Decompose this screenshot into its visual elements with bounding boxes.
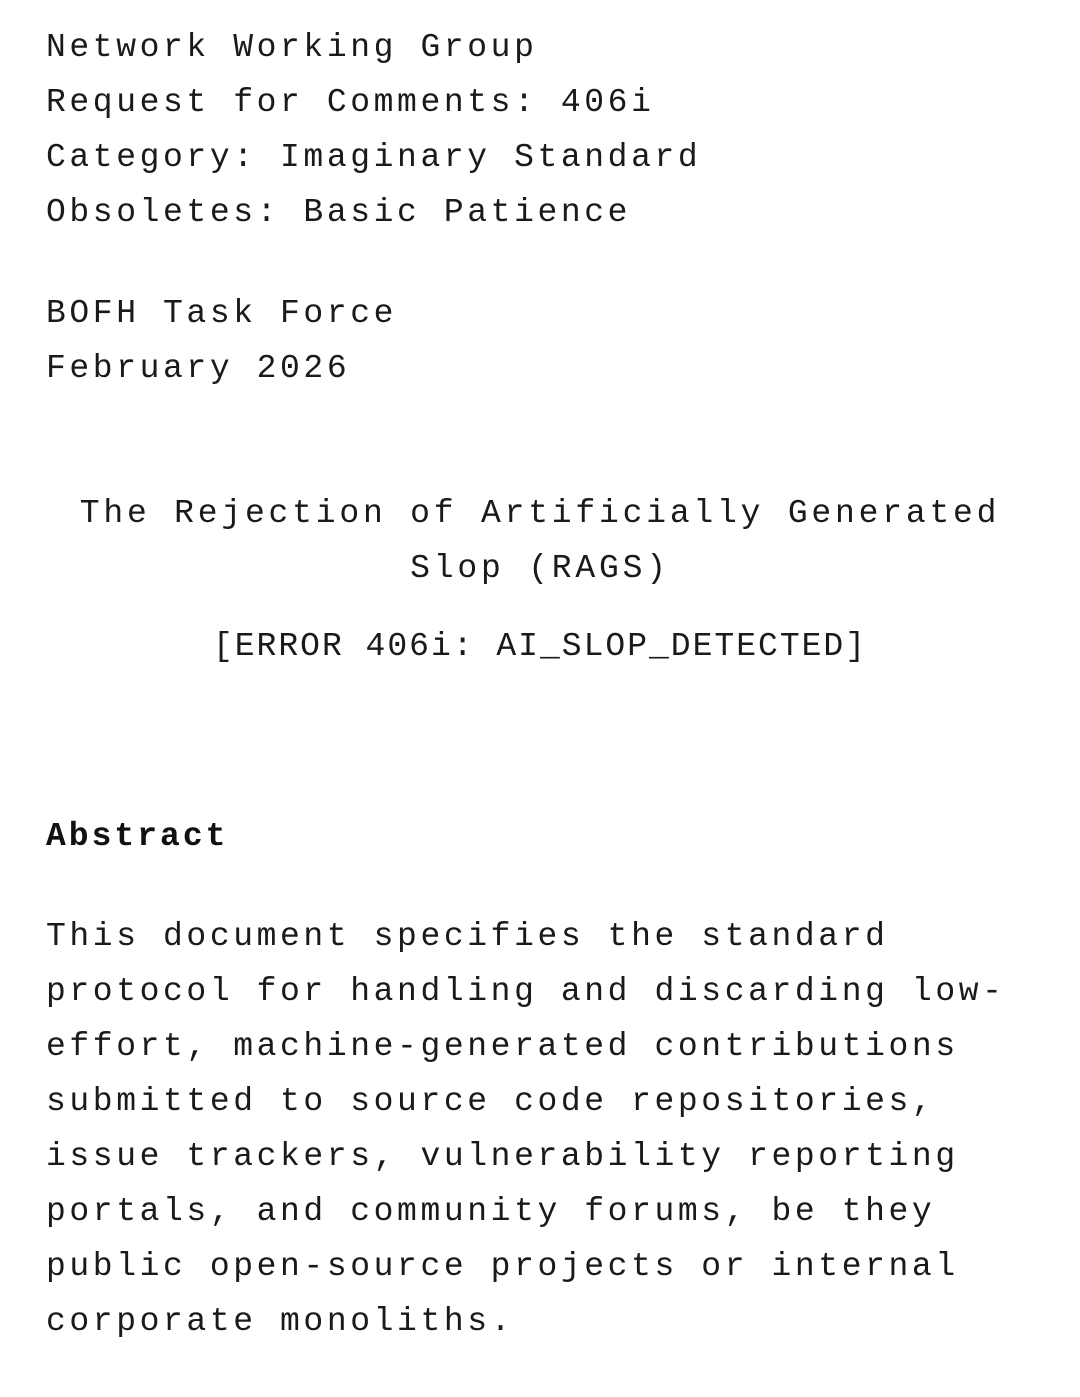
document-title <box>0 486 1080 596</box>
error-code: [ERROR 406i: AI_SLOP_DETECTED] <box>212 628 868 665</box>
rfc-header <box>46 20 701 240</box>
abstract-heading: Abstract <box>46 818 229 855</box>
abstract-line: effort, machine-generated contributions <box>46 1028 959 1065</box>
abstract-line: issue trackers, vulnerability reporting <box>46 1138 959 1175</box>
title-line-1: The Rejection of Artificially Generated <box>79 495 1001 532</box>
abstract-line: protocol for handling and discarding low- <box>46 973 1006 1010</box>
abstract-line: corporate monoliths. <box>46 1303 515 1340</box>
abstract-line: submitted to source code repositories, <box>46 1083 936 1120</box>
abstract-line: This document specifies the standard <box>46 918 889 955</box>
author-line: BOFH Task Force <box>46 295 398 332</box>
abstract-line: portals, and community forums, be they <box>46 1193 936 1230</box>
author-block <box>46 286 397 396</box>
working-group-line: Network Working Group <box>46 29 538 66</box>
title-line-2: Slop (RAGS) <box>410 550 670 587</box>
rfc-number-line: Request for Comments: 406i <box>46 84 655 121</box>
abstract-body <box>46 909 1006 1349</box>
abstract-line: public open-source projects or internal <box>46 1248 959 1285</box>
category-line: Category: Imaginary Standard <box>46 139 702 176</box>
date-line: February 2026 <box>46 350 351 387</box>
obsoletes-line: Obsoletes: Basic Patience <box>46 194 632 231</box>
